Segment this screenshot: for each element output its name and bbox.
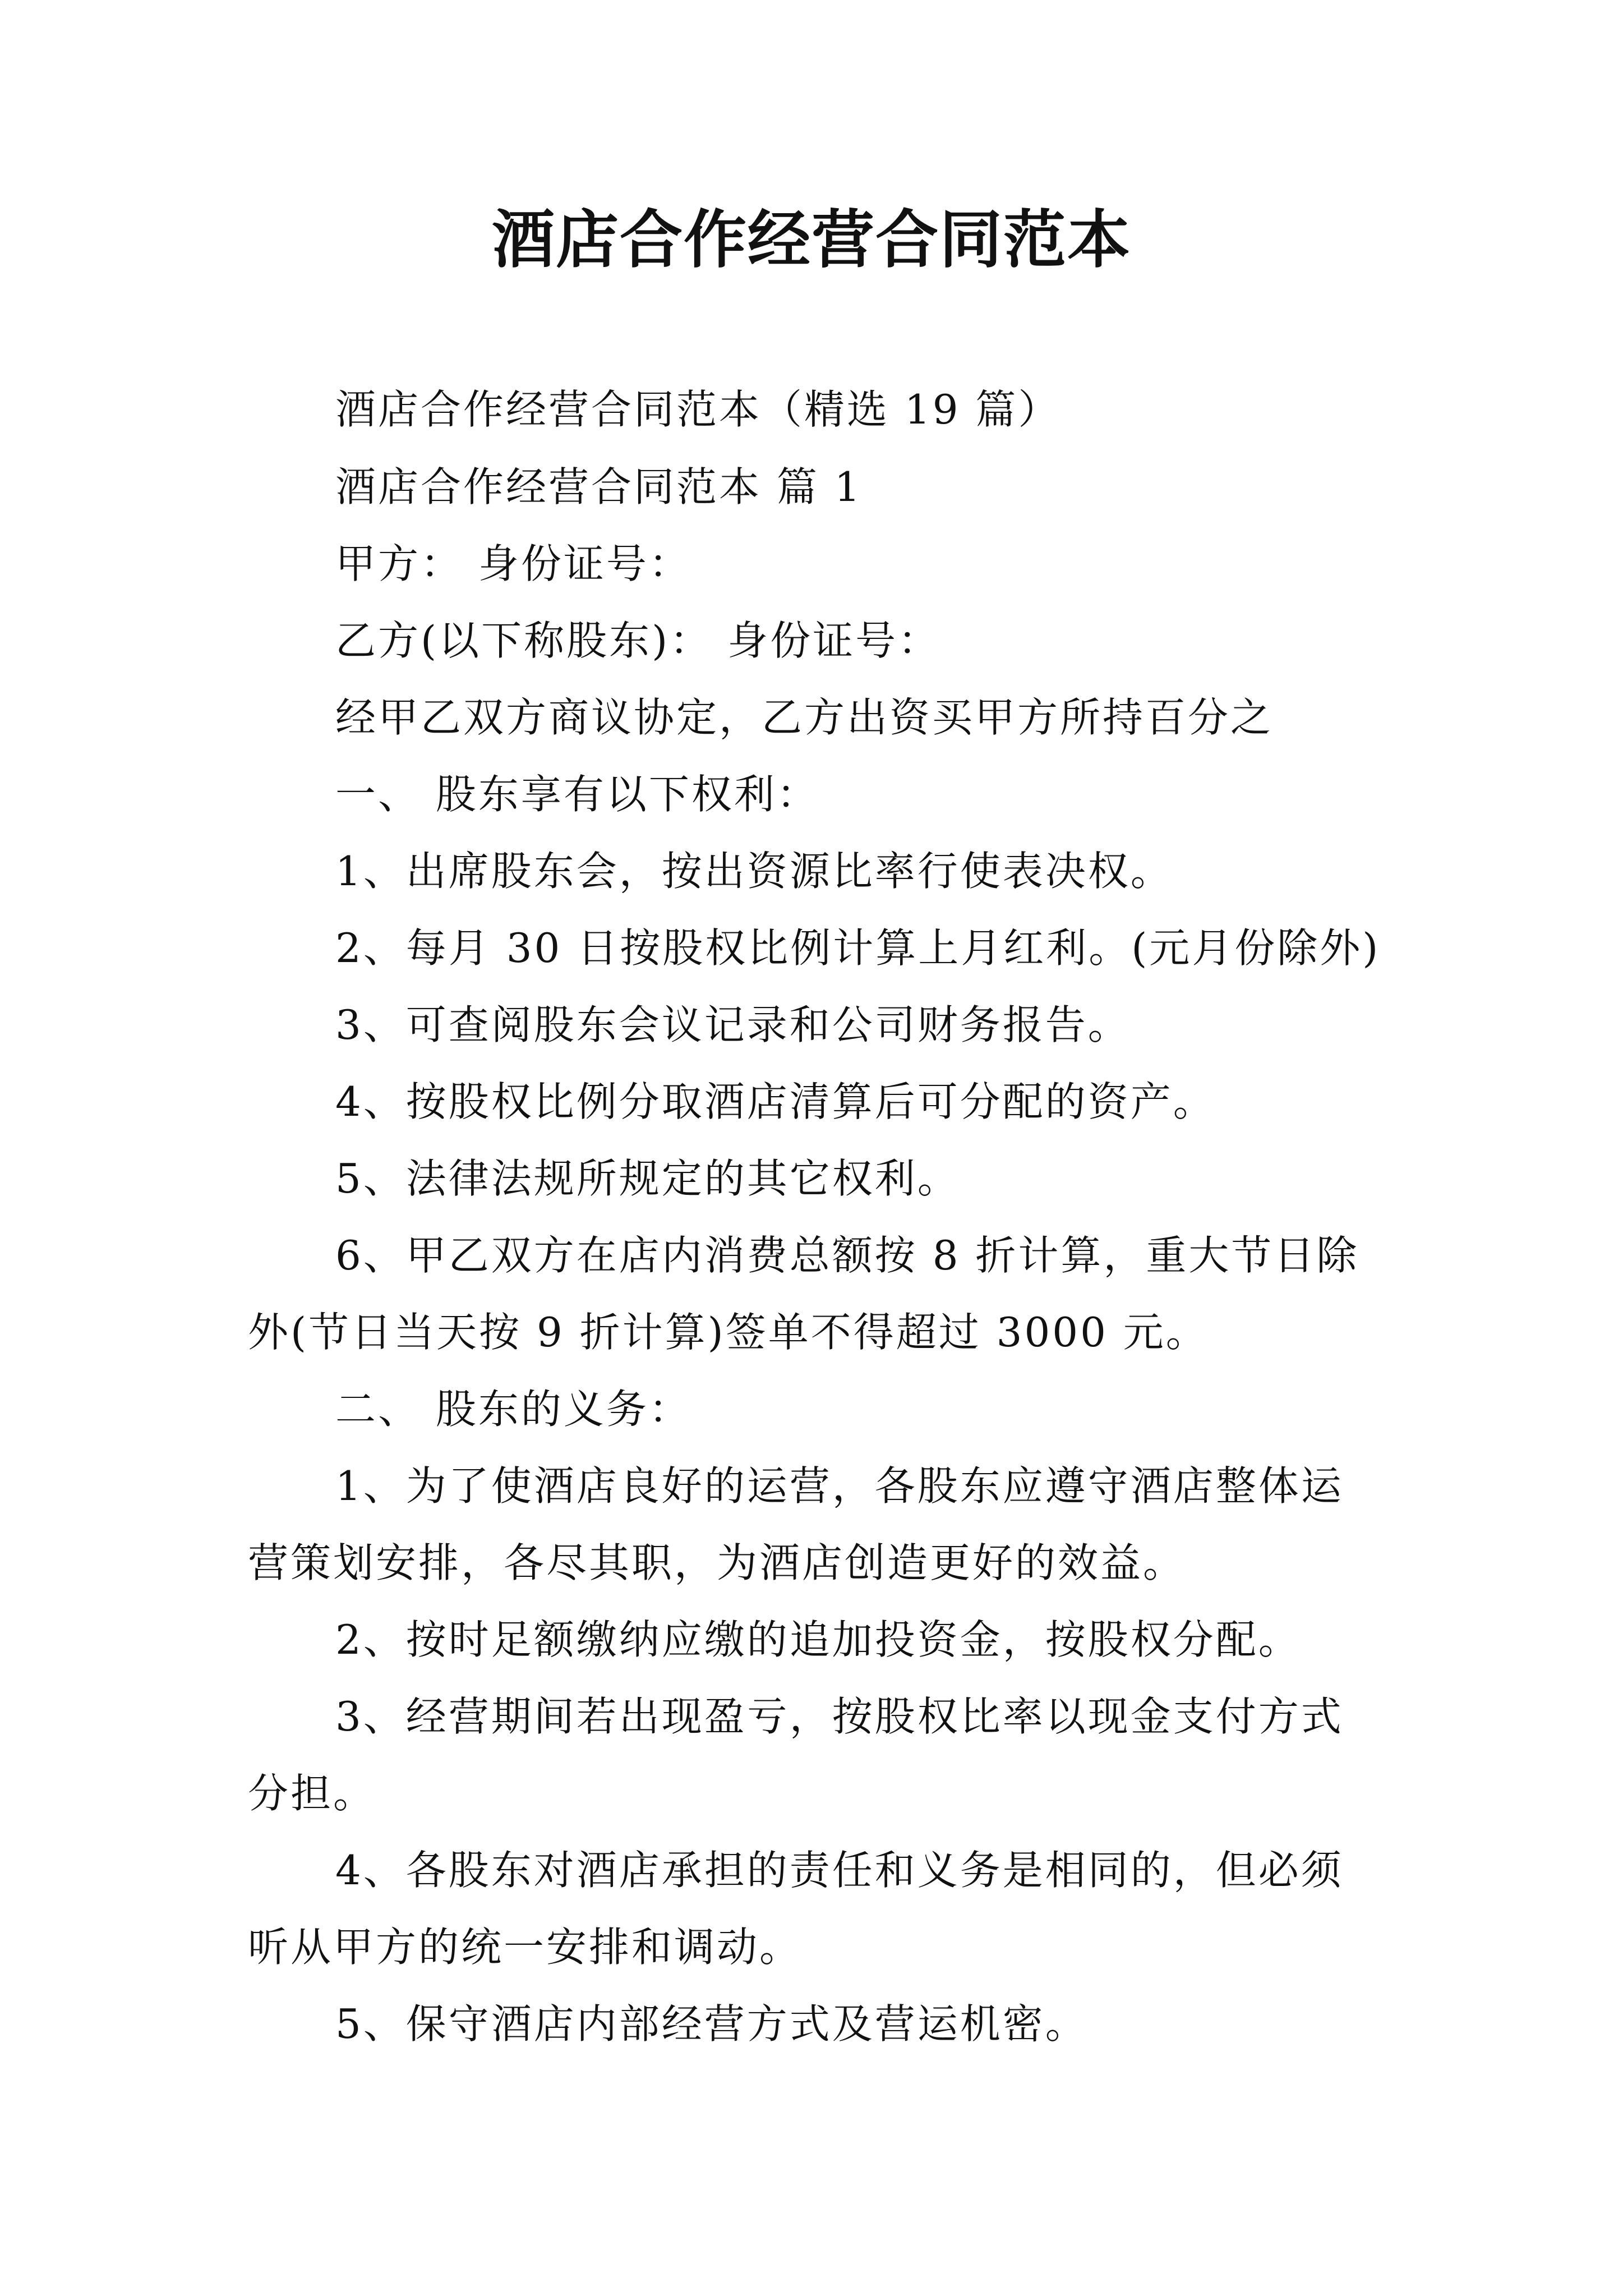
clause-item: 1、出席股东会，按出资源比率行使表决权。 — [335, 848, 1173, 895]
paragraph-line: 经甲乙双方商议协定，乙方出资买甲方所持百分之 — [335, 694, 1274, 741]
document-title: 酒店合作经营合同范本 — [492, 203, 1131, 277]
collection-heading: 酒店合作经营合同范本（精选 19 篇） — [335, 386, 1061, 433]
party-a-line: 甲方： 身份证号： — [335, 540, 691, 587]
clause-item: 2、每月 30 日按股权比例计算上月红利。(元月份除外) — [335, 924, 1381, 972]
clause-heading-rights: 一、 股东享有以下权利： — [335, 771, 819, 818]
clause-item: 5、法律法规所规定的其它权利。 — [335, 1155, 960, 1202]
clause-item: 6、甲乙双方在店内消费总额按 8 折计算，重大节日除 — [335, 1232, 1359, 1279]
clause-item: 4、按股权比例分取酒店清算后可分配的资产。 — [335, 1078, 1216, 1125]
clause-item-continuation: 听从甲方的统一安排和调动。 — [248, 1924, 803, 1971]
clause-item: 3、可查阅股东会议记录和公司财务报告。 — [335, 1001, 1131, 1048]
clause-item: 4、各股东对酒店承担的责任和义务是相同的，但必须 — [335, 1847, 1344, 1894]
section-heading: 酒店合作经营合同范本 篇 1 — [335, 463, 863, 510]
clause-item: 2、按时足额缴纳应缴的追加投资金，按股权分配。 — [335, 1616, 1301, 1663]
clause-item: 3、经营期间若出现盈亏，按股权比率以现金支付方式 — [335, 1693, 1344, 1740]
clause-item: 1、为了使酒店良好的运营，各股东应遵守酒店整体运 — [335, 1462, 1344, 1510]
clause-item-continuation: 营策划安排，各尽其职，为酒店创造更好的效益。 — [248, 1539, 1186, 1586]
clause-item: 5、保守酒店内部经营方式及营运机密。 — [335, 2000, 1088, 2047]
party-b-line: 乙方(以下称股东)： 身份证号： — [335, 617, 941, 664]
clause-item-continuation: 外(节日当天按 9 折计算)签单不得超过 3000 元。 — [248, 1309, 1209, 1356]
clause-heading-duties: 二、 股东的义务： — [335, 1386, 691, 1433]
clause-item-continuation: 分担。 — [248, 1770, 376, 1817]
